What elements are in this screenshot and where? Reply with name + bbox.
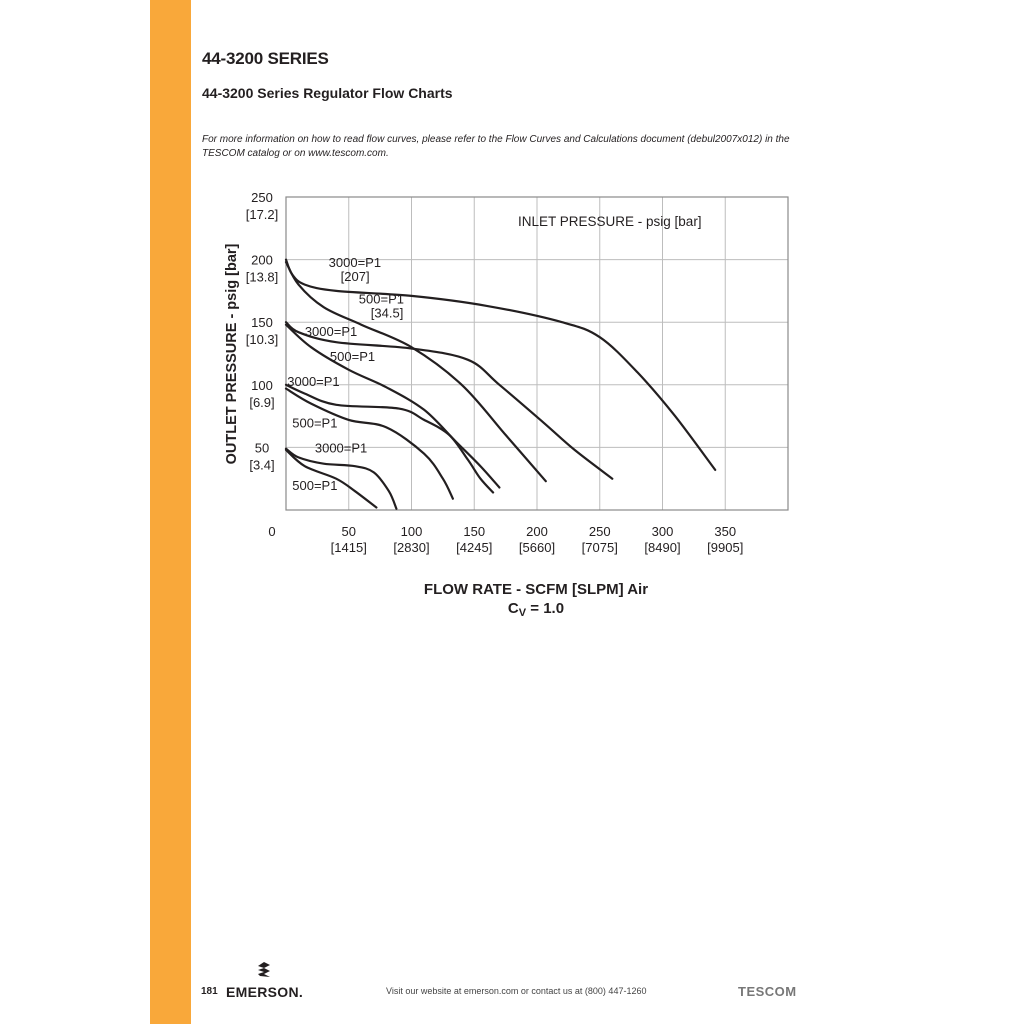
axis-ticks bbox=[246, 190, 744, 555]
y-tick-sublabel: [13.8] bbox=[245, 269, 279, 285]
y-tick-label: 50 bbox=[254, 440, 270, 456]
x-tick-label: 350 bbox=[714, 524, 737, 539]
x-tick-sublabel: [1415] bbox=[330, 540, 367, 555]
emerson-logo-mark bbox=[258, 962, 270, 977]
section-title: 44-3200 Series Regulator Flow Charts bbox=[202, 85, 453, 101]
y-tick-label: 100 bbox=[251, 377, 273, 393]
footer-contact: Visit our website at emerson.com or contact us at (800) 447-1260 bbox=[386, 986, 647, 996]
flow-curve-200-3000 bbox=[286, 260, 715, 470]
cv-prefix: C bbox=[507, 600, 519, 617]
x-tick-label: 300 bbox=[651, 524, 674, 539]
x-tick-sublabel: [2830] bbox=[393, 540, 430, 555]
cv-suffix: = 1.0 bbox=[526, 600, 565, 617]
x-tick-label: 0 bbox=[268, 524, 276, 539]
emerson-logo bbox=[226, 960, 326, 1000]
y-axis-label: OUTLET PRESSURE - psig [bar] bbox=[224, 243, 240, 465]
curve-label: 3000=P1 bbox=[304, 323, 358, 339]
tescom-logo: TESCOM bbox=[738, 984, 797, 999]
x-tick-sublabel: [4245] bbox=[456, 540, 493, 555]
curve-label: [207] bbox=[340, 269, 370, 285]
flow-curves bbox=[286, 260, 715, 509]
y-tick-sublabel: [17.2] bbox=[245, 207, 279, 222]
x-tick-sublabel: [5660] bbox=[518, 540, 556, 555]
x-tick-sublabel: [8490] bbox=[644, 540, 681, 555]
y-tick-sublabel: [3.4] bbox=[249, 457, 275, 473]
y-tick-label: 150 bbox=[251, 315, 273, 331]
y-tick-label: 250 bbox=[251, 190, 273, 205]
x-tick-label: 250 bbox=[588, 524, 611, 539]
x-axis-label: FLOW RATE - SCFM [SLPM] Air bbox=[423, 581, 649, 598]
x-tick-label: 200 bbox=[526, 524, 548, 539]
curve-label: 3000=P1 bbox=[328, 255, 382, 271]
legend-title: INLET PRESSURE - psig [bar] bbox=[518, 214, 702, 229]
curve-label: 3000=P1 bbox=[287, 374, 340, 390]
x-tick-label: 150 bbox=[463, 524, 486, 539]
flow-chart bbox=[212, 182, 802, 632]
cv-subtitle bbox=[508, 600, 564, 619]
x-tick-sublabel: [9905] bbox=[707, 540, 744, 555]
curve-label: 3000=P1 bbox=[314, 440, 368, 456]
emerson-logo-wordmark: EMERSON. bbox=[226, 984, 304, 1000]
curve-label: 500=P1 bbox=[292, 477, 338, 493]
intro-text: For more information on how to read flow curves, please refer to the Flow Curves and Calculations document (debul2007x012) in the TESCOM catalog or on www.tescom.com. bbox=[202, 134, 790, 159]
curve-label: 500=P1 bbox=[358, 291, 404, 307]
x-tick-label: 100 bbox=[400, 524, 423, 539]
y-tick-sublabel: [6.9] bbox=[249, 394, 275, 410]
x-tick-sublabel: [7075] bbox=[581, 540, 618, 555]
y-tick-label: 200 bbox=[251, 252, 273, 268]
cv-subscript: V bbox=[518, 607, 527, 619]
page-number: 181 bbox=[201, 986, 218, 997]
curve-label: 500=P1 bbox=[329, 349, 376, 365]
flow-curve-100-3000 bbox=[286, 385, 493, 493]
series-title: 44-3200 SERIES bbox=[202, 49, 329, 68]
curve-label: 500=P1 bbox=[292, 415, 338, 431]
x-tick-label: 50 bbox=[341, 524, 356, 539]
accent-side-bar bbox=[150, 0, 191, 1024]
curve-label: [34.5] bbox=[370, 305, 404, 321]
y-tick-sublabel: [10.3] bbox=[245, 332, 279, 348]
